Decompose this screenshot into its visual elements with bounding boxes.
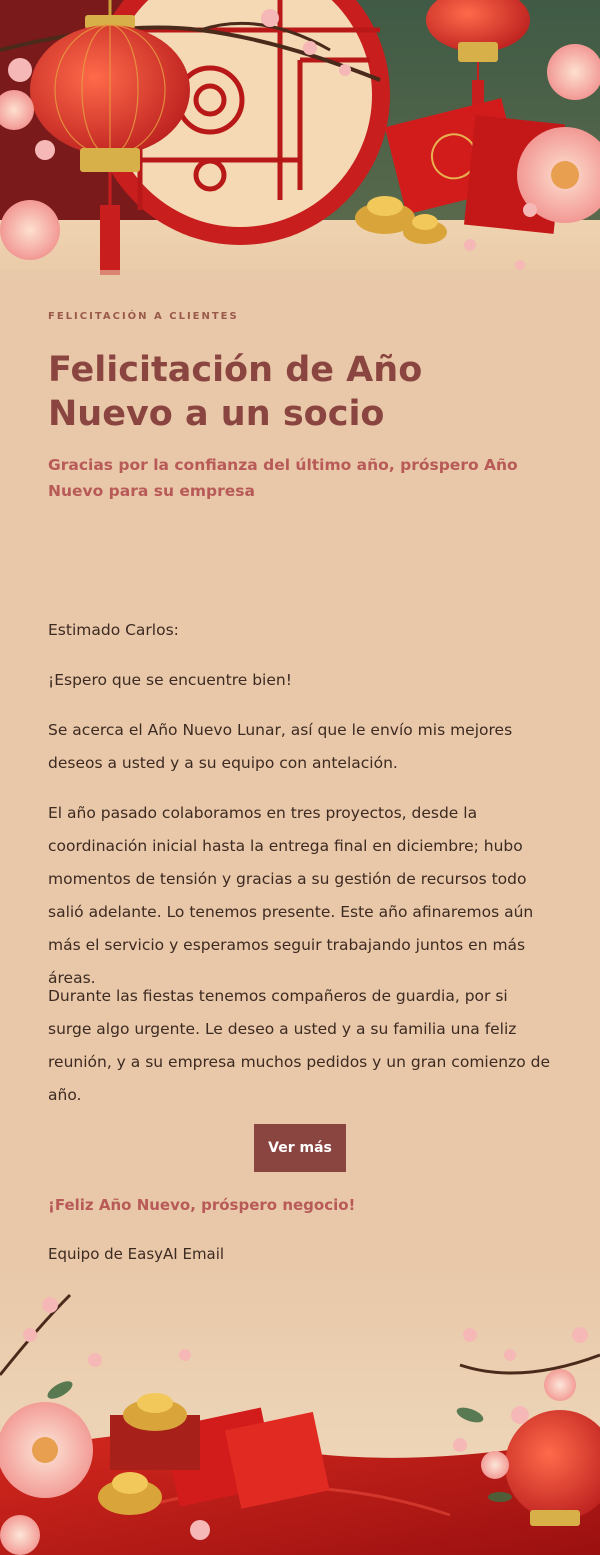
paragraph-3: El año pasado colaboramos en tres proyectos, desde la coordinación inicial hasta la entrega final en diciembre; hubo momentos de tensión y gracias a su gestión de recursos todo salió adelante. Lo tenemos presente. Este año afinaremos aún más el servicio y esperamos seguir trabajando juntos en más áreas. bbox=[48, 804, 534, 987]
email-title: Felicitación de Año Nuevo a un socio bbox=[48, 350, 423, 434]
header-illustration bbox=[0, 0, 600, 290]
ver-mas-button[interactable]: Ver más bbox=[254, 1124, 346, 1172]
header-illustration-svg bbox=[0, 0, 600, 290]
footer-illustration bbox=[0, 1265, 600, 1555]
greeting: Estimado Carlos: bbox=[48, 621, 179, 639]
signature: Equipo de EasyAI Email bbox=[48, 1245, 225, 1263]
eyebrow-label: FELICITACIÓN A CLIENTES bbox=[48, 311, 239, 322]
paragraph-4: Durante las fiestas tenemos compañeros de guardia, por si surge algo urgente. Le deseo a usted y a su familia una feliz reunión, y a su empresa muchos pedidos y un gran comienzo de año. bbox=[48, 987, 551, 1104]
email-subtitle: Gracias por la confianza del último año, próspero Año Nuevo para su empresa bbox=[48, 456, 518, 500]
footer-illustration-svg bbox=[0, 1265, 600, 1555]
paragraph-1: ¡Espero que se encuentre bien! bbox=[48, 671, 292, 689]
closing-line: ¡Feliz Año Nuevo, próspero negocio! bbox=[48, 1196, 356, 1214]
paragraph-2: Se acerca el Año Nuevo Lunar, así que le envío mis mejores deseos a usted y a su equipo con antelación. bbox=[48, 721, 513, 772]
